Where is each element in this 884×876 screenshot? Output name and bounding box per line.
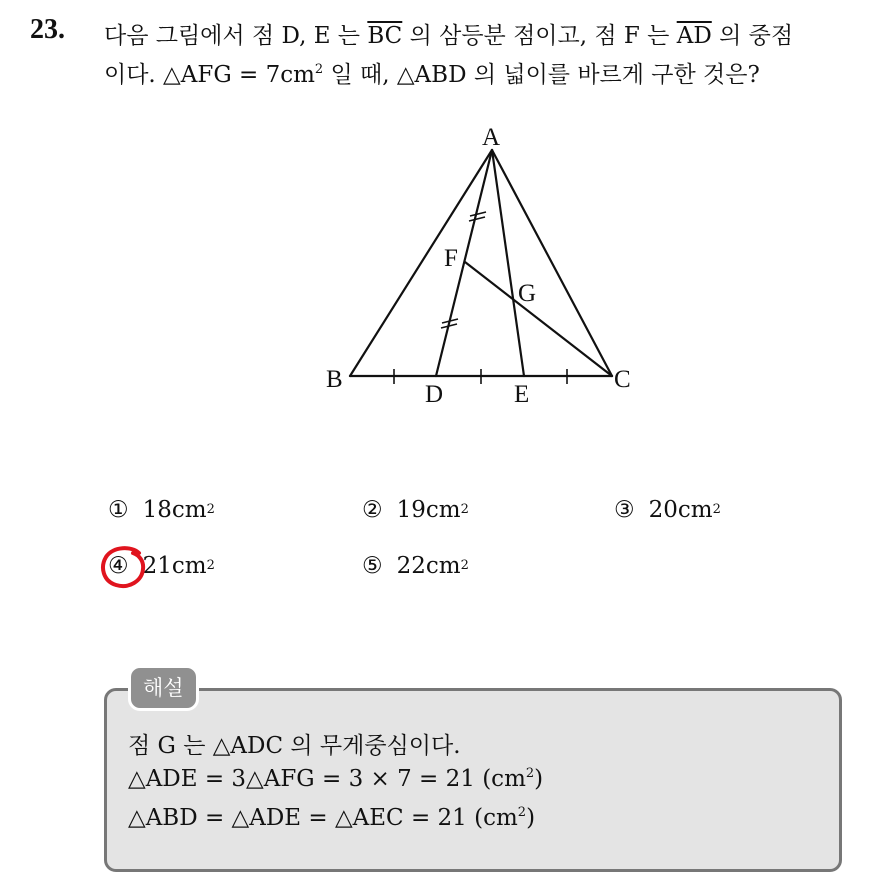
- point-label-g: G: [518, 280, 537, 307]
- question-text-part: 일 때, △ABD 의 넓이를 바르게 구한 것은?: [323, 62, 760, 88]
- solution-line-2: [128, 766, 543, 792]
- solution-text-part: △ADE = 3△AFG = 3 × 7 = 21 (cm: [128, 766, 526, 792]
- question-text-line-1: [104, 17, 793, 50]
- tick-af-2: [469, 217, 485, 221]
- question-text-line-2: [104, 56, 760, 89]
- solution-text-part: △ABD = △ADE = △AEC = 21 (cm: [128, 805, 518, 831]
- side-ac: [492, 150, 612, 376]
- triangle-diagram: [300, 110, 660, 420]
- choice-5[interactable]: ⑤ 22cm 2: [362, 553, 469, 579]
- solution-tag: 해설: [128, 665, 199, 711]
- question-text-part: 이다. △AFG = 7cm: [104, 62, 315, 88]
- tick-af-1: [470, 212, 486, 216]
- point-label-c: C: [614, 366, 631, 393]
- solution-line-1: 점 G 는 △ADC 의 무게중심이다.: [128, 733, 461, 759]
- exponent: 2: [314, 62, 324, 77]
- point-label-a: A: [482, 124, 501, 151]
- tick-marks: [394, 212, 567, 384]
- exponent: 2: [517, 805, 527, 820]
- segment-fc-line: [465, 262, 612, 376]
- choice-2[interactable]: ② 19cm 2: [362, 497, 469, 523]
- choice-value: 22cm: [396, 553, 461, 579]
- solution-text-part: ): [526, 805, 536, 831]
- question-text-part: 의 삼등분 점이고, 점 F 는: [402, 23, 677, 49]
- choice-value: 19cm: [396, 497, 461, 523]
- segment-ae-line: [492, 150, 524, 376]
- choice-1[interactable]: ① 18cm 2: [108, 497, 215, 523]
- solution-line-3: [128, 805, 535, 831]
- exponent: 2: [525, 766, 535, 781]
- triangle-figure: [300, 110, 660, 420]
- choice-value: 20cm: [648, 497, 713, 523]
- choice-number: ⑤: [362, 553, 383, 579]
- side-ab: [350, 150, 492, 376]
- choice-value: 18cm: [142, 497, 207, 523]
- answer-circle-mark: [99, 544, 147, 590]
- choice-number: ①: [108, 497, 129, 523]
- segment-ad: $\overline{AD}$: [676, 23, 712, 49]
- choice-number: ③: [614, 497, 635, 523]
- point-label-b: B: [326, 366, 343, 393]
- point-label-d: D: [425, 381, 444, 408]
- question-text-part: 다음 그림에서 점 D, E 는: [104, 23, 368, 49]
- point-label-e: E: [514, 381, 530, 408]
- solution-text-part: ): [534, 766, 544, 792]
- choice-4[interactable]: ④ 21cm 2: [108, 553, 215, 579]
- segment-bc: $\overline{BC}$: [367, 23, 403, 49]
- question-number: 23.: [30, 14, 65, 45]
- point-label-f: F: [444, 245, 458, 272]
- choice-number: ④: [108, 553, 129, 579]
- choice-3[interactable]: ③ 20cm 2: [614, 497, 721, 523]
- choice-number: ②: [362, 497, 383, 523]
- choice-value: 21cm: [142, 553, 207, 579]
- question-text-part: 의 중점: [711, 23, 794, 49]
